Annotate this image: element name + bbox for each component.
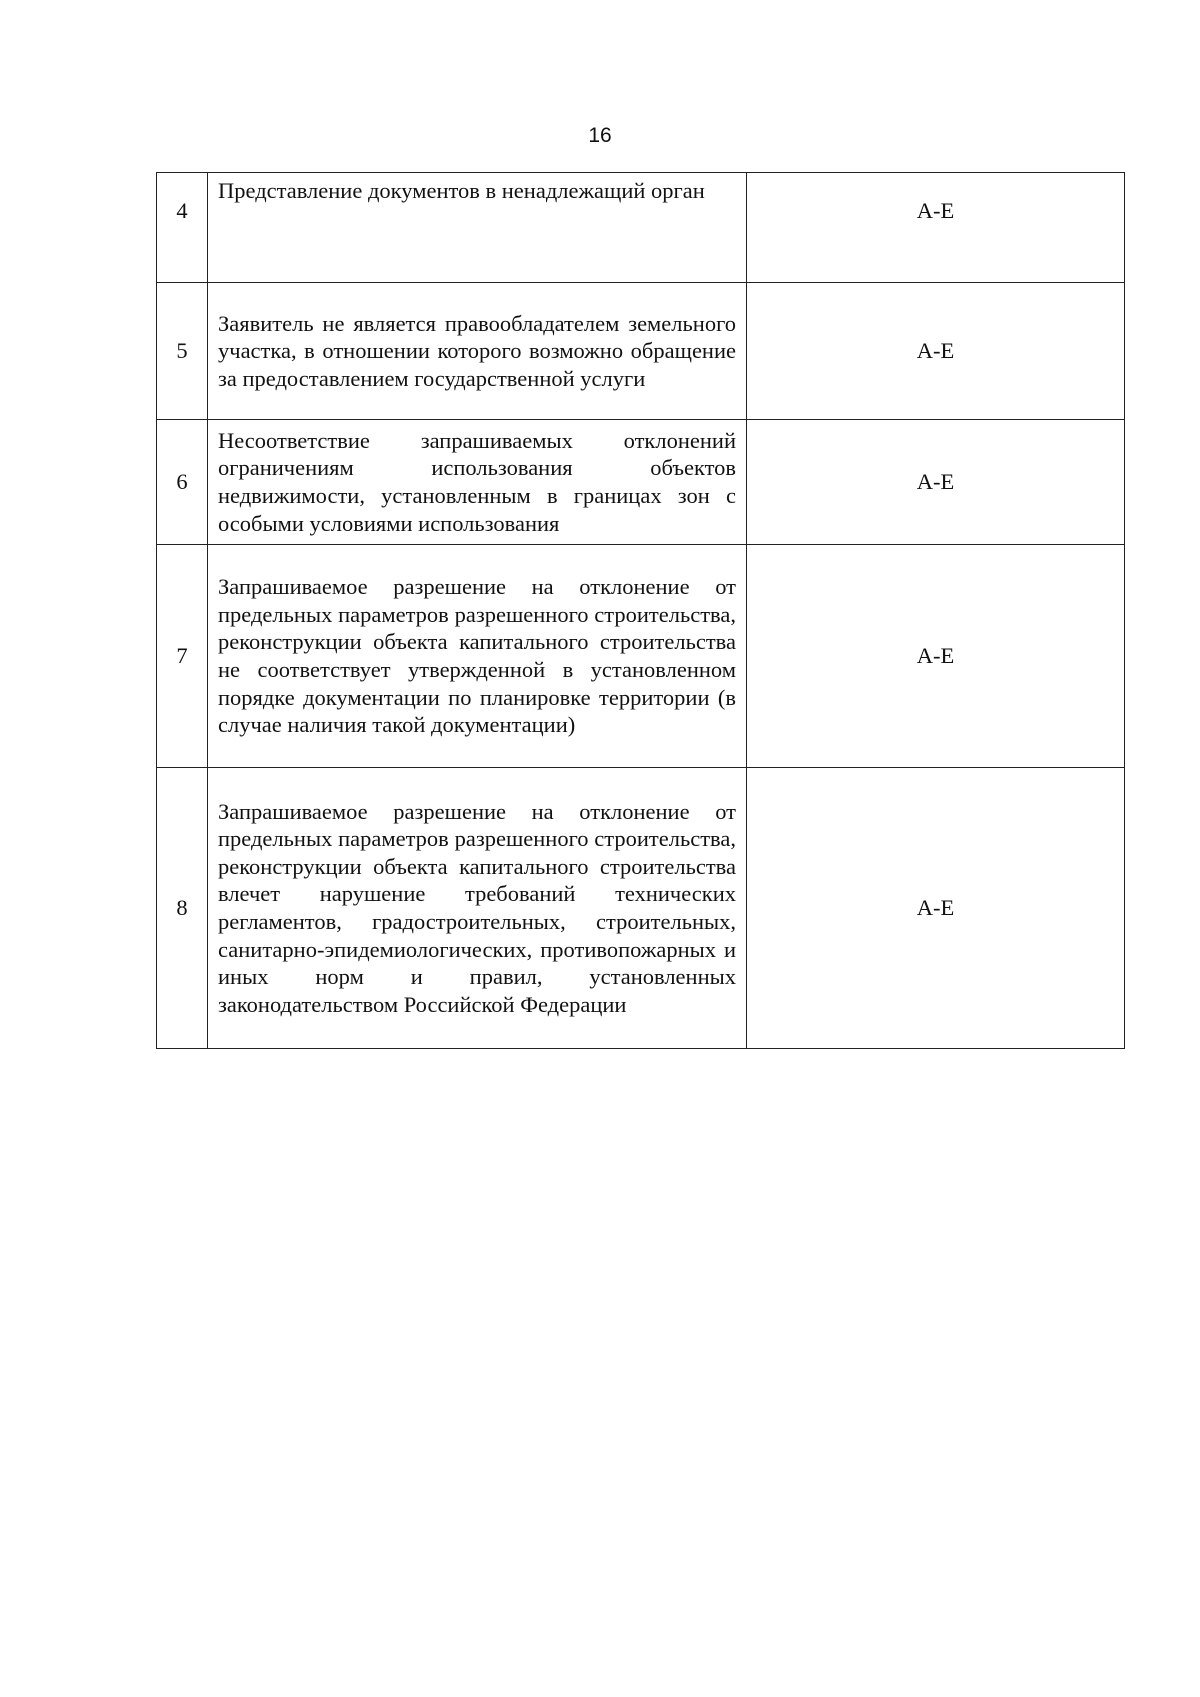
row-description xyxy=(208,768,747,1049)
page-number: 16 xyxy=(588,124,612,147)
row-number: 7 xyxy=(157,545,208,768)
row-description xyxy=(208,420,747,545)
row-description-text: Заявитель не является правообладателем земельного участка, в отношении которого возможно обращение за предоставлением государственной услуги xyxy=(218,310,736,391)
table-row xyxy=(157,768,1125,1049)
row-applicability-code: А-Е xyxy=(747,768,1125,1049)
row-number: 8 xyxy=(157,768,208,1049)
row-description-text: Представление документов в ненадлежащий орган xyxy=(218,178,705,203)
row-number: 6 xyxy=(157,420,208,545)
row-description xyxy=(208,545,747,768)
row-applicability-code: А-Е xyxy=(747,283,1125,420)
table-row xyxy=(157,420,1125,545)
row-number: 4 xyxy=(157,173,208,283)
table-row xyxy=(157,173,1125,283)
row-description-text: Запрашиваемое разрешение на отклонение от предельных параметров разрешенного строительства, реконструкции объекта капитального строительства влечет нарушение требований технических регламентов, градостроительных, строительных, санитарно-эпидемиологических, противопожарных и иных норм и правил, установленных законодательством Российской Федерации xyxy=(218,798,736,1017)
row-number: 5 xyxy=(157,283,208,420)
table-row xyxy=(157,545,1125,768)
row-description-text: Запрашиваемое разрешение на отклонение от предельных параметров разрешенного строительства, реконструкции объекта капитального строительства не соответствует утвержденной в установленном порядке документации по планировке территории (в случае наличия такой документации) xyxy=(218,574,736,738)
row-description xyxy=(208,173,747,283)
row-applicability-code: А-Е xyxy=(747,545,1125,768)
row-description xyxy=(208,283,747,420)
row-description-text: Несоответствие запрашиваемых отклонений ограничениям использования объектов недвижимости, установленным в границах зон с особыми условиями использования xyxy=(218,427,736,536)
refusal-grounds-table xyxy=(156,172,1125,1049)
row-applicability-code: А-Е xyxy=(747,173,1125,283)
table-row xyxy=(157,283,1125,420)
row-applicability-code: А-Е xyxy=(747,420,1125,545)
